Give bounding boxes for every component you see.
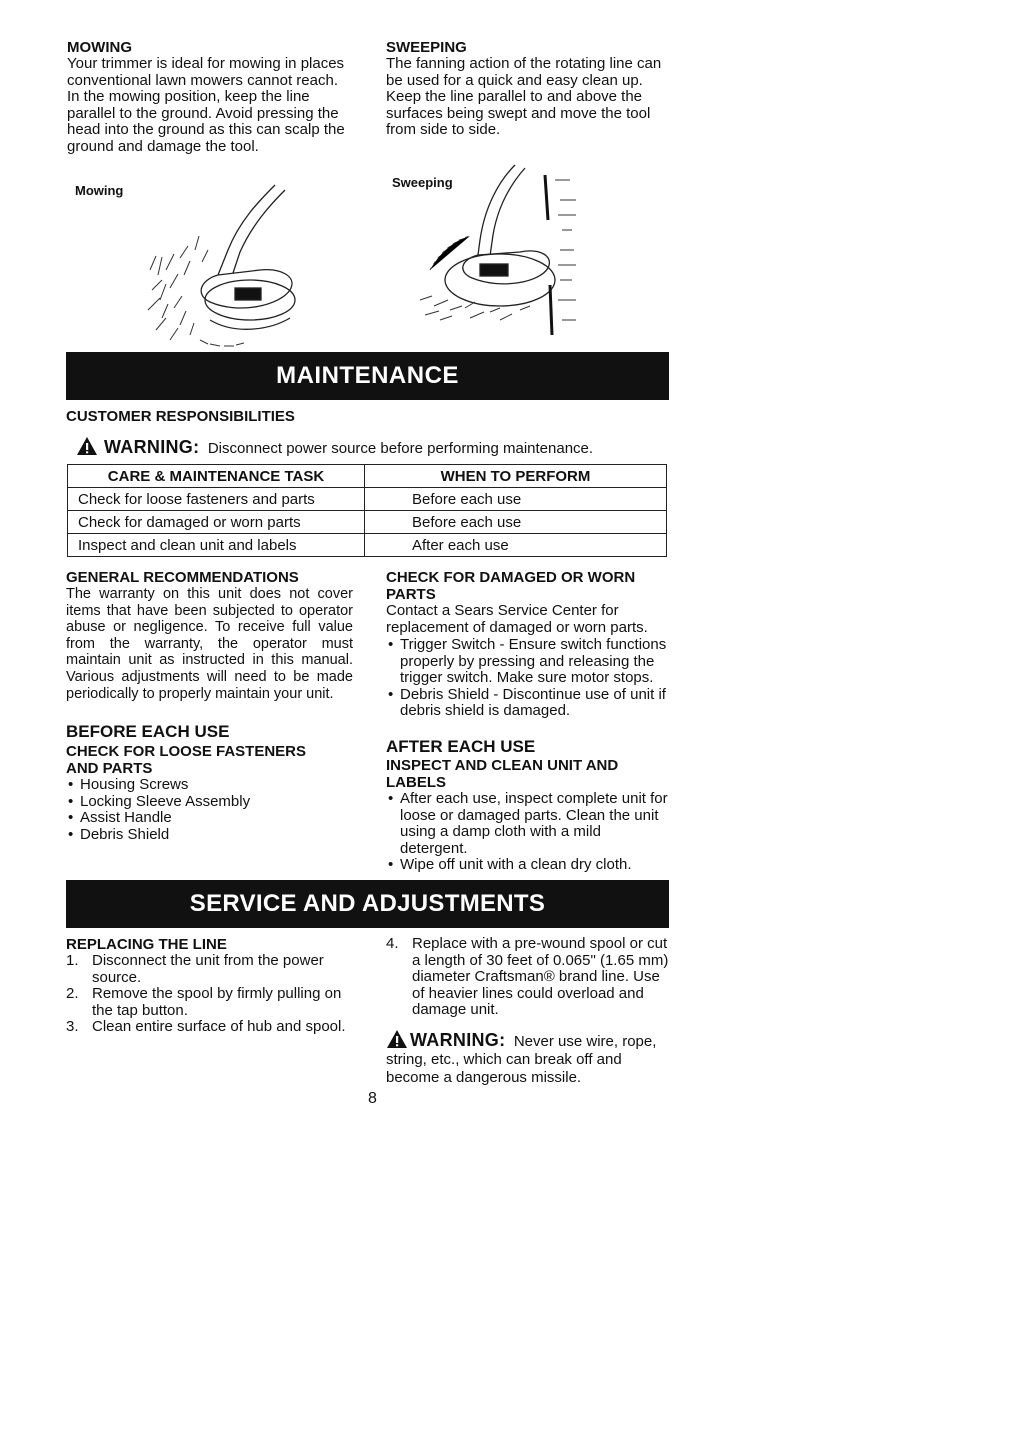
list-item: • Debris Shield - Discontinue use of unit if debris shield is damaged. (386, 687, 671, 720)
sweeping-text: The fanning action of the rotating line can be used for a quick and easy clean up. Keep the line parallel to and above the surfaces being swept and move the tool from side to side. (386, 55, 662, 139)
step-item (66, 953, 358, 986)
inspect-clean-heading: INSPECT AND CLEAN UNIT AND LABELS (386, 757, 619, 791)
table-cell-when: Before each use (365, 511, 667, 534)
step-text: Disconnect the unit from the power source. (92, 952, 324, 986)
table-cell-task: Inspect and clean unit and labels (68, 534, 365, 557)
damaged-parts-list (386, 637, 671, 720)
warning-text: Disconnect power source before performing maintenance. (207, 440, 594, 457)
before-each-use-heading: BEFORE EACH USE (66, 722, 230, 741)
table-cell-task: Check for damaged or worn parts (68, 511, 365, 534)
list-item: • Locking Sleeve Assembly (66, 794, 346, 811)
warning-triangle-icon (76, 436, 98, 456)
step-text: Clean entire surface of hub and spool. (92, 1018, 346, 1036)
table-cell-task: Check for loose fasteners and parts (68, 488, 365, 511)
sweeping-illustration (410, 160, 590, 340)
replacing-line-heading: REPLACING THE LINE (66, 936, 227, 953)
mowing-heading: MOWING (67, 39, 132, 56)
replacing-line-steps-continued (386, 936, 676, 1019)
list-item: • Assist Handle (66, 810, 346, 827)
service-banner-title: SERVICE AND ADJUSTMENTS (189, 890, 546, 917)
step-number: 4. (386, 935, 399, 952)
step-item (66, 986, 358, 1019)
step-number: 3. (66, 1018, 79, 1036)
list-item: • Housing Screws (66, 777, 346, 794)
mowing-text: Your trimmer is ideal for mowing in places conventional lawn mowers cannot reach. In the mowing position, keep the line parallel to the ground. Avoid pressing the head into the ground as this can scalp the ground and damage the tool. (67, 55, 345, 155)
table-cell-when: Before each use (365, 488, 667, 511)
check-loose-fasteners-heading: CHECK FOR LOOSE FASTENERS AND PARTS (66, 743, 307, 777)
mowing-illustration (140, 180, 310, 350)
table-header-task: CARE & MAINTENANCE TASK (68, 465, 365, 488)
general-recommendations-text: The warranty on this unit does not cover items that have been subjected to operator abuse or negligence. To receive full value from the warranty, the operator must maintain unit as instructed in this manual. Various adjustments will need to be made periodically to properly maintain your unit. (66, 586, 353, 702)
table-header-row (68, 465, 667, 488)
table-cell-when: After each use (365, 534, 667, 557)
warning-label: WARNING: (410, 1030, 506, 1050)
page-number: 8 (368, 1090, 377, 1107)
after-each-use-heading: AFTER EACH USE (386, 737, 536, 756)
maintenance-warning (76, 436, 593, 458)
warning-label: WARNING: (104, 437, 200, 457)
sweeping-heading: SWEEPING (386, 39, 467, 56)
inspect-clean-list (386, 791, 671, 874)
replacing-line-steps (66, 953, 358, 1036)
step-number: 1. (66, 952, 79, 969)
step-text: Replace with a pre-wound spool or cut a length of 30 feet of 0.065" (1.65 mm) diameter Craftsman® brand line. Use of heavier lines could overload and damage unit. (412, 935, 669, 1019)
maintenance-banner (66, 352, 669, 400)
fasteners-list (66, 777, 346, 843)
maintenance-table (67, 464, 667, 557)
list-item: • Wipe off unit with a clean dry cloth. (386, 857, 671, 874)
table-row (68, 534, 667, 557)
list-item: • Trigger Switch - Ensure switch functions properly by pressing and releasing the trigger switch. Make sure motor stops. (386, 637, 671, 687)
table-row (68, 488, 667, 511)
service-banner (66, 880, 669, 928)
step-text: Remove the spool by firmly pulling on the tap button. (92, 985, 342, 1019)
table-row (68, 511, 667, 534)
general-recommendations-heading: GENERAL RECOMMENDATIONS (66, 569, 299, 586)
mowing-figure-label: Mowing (75, 183, 124, 198)
check-damaged-parts-heading: CHECK FOR DAMAGED OR WORN PARTS (386, 569, 636, 603)
customer-responsibilities-heading: CUSTOMER RESPONSIBILITIES (66, 408, 295, 425)
warning-triangle-icon (386, 1029, 408, 1049)
sweeping-figure-label: Sweeping (392, 175, 453, 190)
check-damaged-parts-text: Contact a Sears Service Center for replacement of damaged or worn parts. (386, 602, 648, 636)
step-number: 2. (66, 985, 79, 1003)
step-item (386, 936, 676, 1019)
step-item (66, 1019, 358, 1036)
table-header-when: WHEN TO PERFORM (365, 465, 667, 488)
list-item: • Debris Shield (66, 827, 346, 844)
service-warning-text: Never use wire, rope, string, etc., which can break off and become a dangerous missile. (386, 1033, 657, 1086)
service-warning (386, 1029, 676, 1087)
maintenance-banner-title: MAINTENANCE (276, 362, 459, 389)
list-item: • After each use, inspect complete unit for loose or damaged parts. Clean the unit using a damp cloth with a mild detergent. (386, 791, 671, 857)
